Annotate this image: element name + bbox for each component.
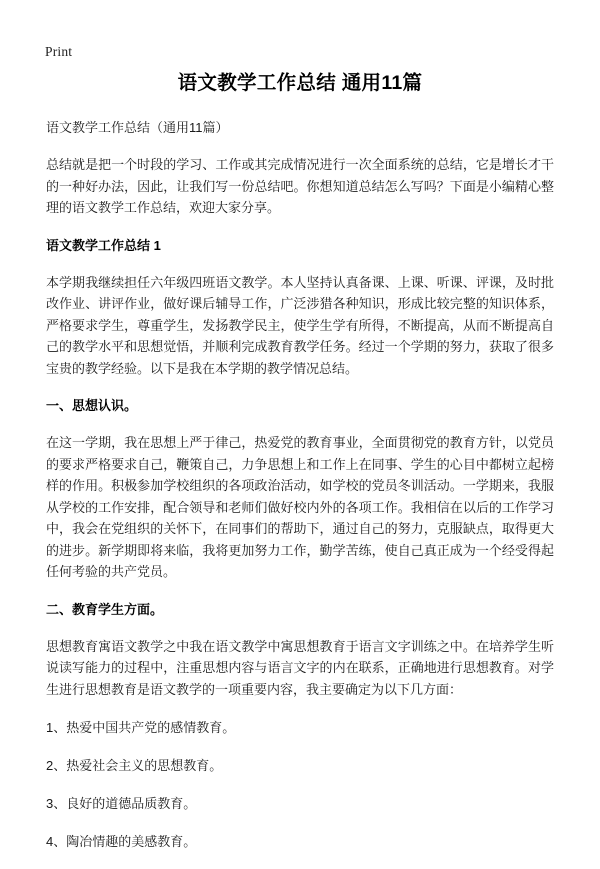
list-item: 3、良好的道德品质教育。 (46, 796, 197, 811)
intro-paragraph: 总结就是把一个时段的学习、工作或其完成情况进行一次全面系统的总结，它是增长才干的一种好办法，因此，让我们写一份总结吧。你想知道总结怎么写吗？下面是小编精心整理的语文教学工作总结，欢迎大家分享。 (46, 157, 554, 215)
article-heading: 语文教学工作总结 1 (46, 237, 161, 253)
list-item: 2、热爱社会主义的思想教育。 (46, 758, 223, 773)
list-item: 4、陶冶情趣的美感教育。 (46, 834, 197, 849)
list-item: 1、热爱中国共产党的感情教育。 (46, 720, 236, 735)
print-button[interactable]: Print (45, 44, 73, 59)
section-heading-2: 二、教育学生方面。 (46, 601, 164, 617)
document-body (46, 70, 554, 869)
section-body-1: 在这一学期，我在思想上严于律己，热爱党的教育事业，全面贯彻党的教育方针，以党员的要求严格要求自己，鞭策自己，力争思想上和工作上在同事、学生的心目中都树立起榜样的作用。积极参加学校组织的各项政治活动，如学校的党员冬训活动。一学期来，我服从学校的工作安排，配合领导和老师们做好校内外的各项工作。我相信在以后的工作学习中，我会在党组织的关怀下，在同事们的帮助下，通过自己的努力，克服缺点，取得更大的进步。新学期即将来临，我将更加努力工作，勤学苦练，使自己真正成为一个经受得起任何考验的共产党员。 (46, 435, 554, 579)
article-intro-paragraph: 本学期我继续担任六年级四班语文教学。本人坚持认真备课、上课、听课、评课，及时批改作业、讲评作业，做好课后辅导工作，广泛涉猎各种知识，形成比较完整的知识体系，严格要求学生，尊重学生，发扬教学民主，使学生学有所得，不断提高，从而不断提高自己的教学水平和思想觉悟，并顺利完成教育教学任务。经过一个学期的努力，获取了很多宝贵的教学经验。以下是我在本学期的教学情况总结。 (46, 274, 554, 376)
section-body-2: 思想教育寓语文教学之中我在语文教学中寓思想教育于语言文字训练之中。在培养学生听说读写能力的过程中，注重思想内容与语言文字的内在联系，正确地进行思想教育。对学生进行思想教育是语文教学的一项重要内容，我主要确定为以下几方面： (46, 638, 554, 697)
page-title: 语文教学工作总结 通用11篇 (177, 72, 423, 94)
document-subtitle: 语文教学工作总结（通用11篇） (46, 120, 229, 135)
section-heading-1: 一、思想认识。 (46, 398, 138, 413)
